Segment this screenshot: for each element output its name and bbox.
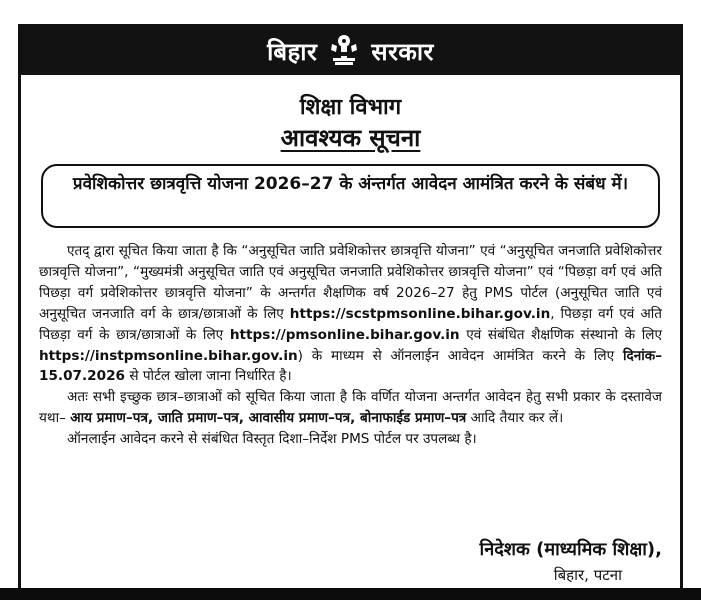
notice-title: आवश्यक सूचना (280, 124, 421, 152)
subject-box (41, 164, 660, 228)
url-pms-link[interactable]: https://pmsonline.bihar.gov.in (229, 326, 460, 343)
body-p1-text-5: से पोर्टल खोला जाना निर्धारित है। (125, 368, 292, 385)
body-paragraph-1 (39, 241, 662, 387)
body-p1-text-2: , पिछड़ा वर्ग एवं अति पिछड़ा वर्ग के छात्र/छात्राओं के लिए (39, 305, 662, 343)
body-p1-text-4: ) के माध्यम से ऑनलाईन आवेदन आमंत्रित करने के लिए (297, 347, 623, 364)
bottom-edge-bar (0, 588, 701, 600)
notice-document (18, 24, 683, 592)
body-p2-text-1: अतः सभी इच्छुक छात्र–छात्राओं को सूचित किया जाता है कि वर्णित योजना अन्तर्गत आवेदन हेतु सभी प्रकार के दस्तावेज यथा– (39, 389, 662, 427)
subject-text: प्रवेशिकोत्तर छात्रवृत्ति योजना 2026–27 के अंन्तर्गत आवेदन आमंत्रित करने के संबंध में। (72, 174, 629, 194)
body-paragraph-3: ऑनलाईन आवेदन करने से संबंधित विस्तृत दिशा–निर्देश PMS पोर्टल पर उपलब्ध है। (67, 431, 477, 448)
body-p2-text-2: आदि तैयार कर लें। (466, 410, 564, 427)
url-scstpms-link[interactable]: https://scstpmsonline.bihar.gov.in (289, 305, 551, 322)
signatory-place: बिहार, पटना (553, 566, 622, 584)
body-paragraph-2 (39, 387, 662, 429)
signatory-title: निदेशक (माध्यमिक शिक्षा), (479, 539, 662, 560)
required-documents: आय प्रमाण–पत्र, जाति प्रमाण–पत्र, आवासीय प्रमाण–पत्र, बोनाफाईड प्रमाण–पत्र (70, 410, 467, 427)
portal-open-date: दिनांक–15.07.2026 (39, 347, 662, 385)
body-p1-text-1: एतद् द्वारा सूचित किया जाता है कि “अनुसूचित जाति प्रवेशिकोत्तर छात्रवृत्ति योजना” एवं “अनुसूचित जनजाति प्रवेशिकोत्तर छात्रवृत्ति योजना”, “मुख्यमंत्री अनुसूचित जाति एवं अनुसूचित जनजाति प्रवेशिकोत्तर छात्रवृत्ति योजना” एवं “पिछड़ा वर्ग एवं अति पिछड़ा वर्ग प्रवेशिकोत्तर छात्रवृत्ति योजना” के अन्तर्गत शैक्षणिक वर्ष 2026–27 हेतु PMS पोर्टल (अनुसूचित जाति एवं अनुसूचित जनजाति वर्ग के छात्र/छात्राओं के लिए (39, 243, 662, 322)
url-instpms-link[interactable]: https://instpmsonline.bihar.gov.in (39, 347, 298, 364)
signature-block (480, 537, 662, 587)
header-word-left: बिहार (267, 37, 318, 66)
government-header-bar (21, 27, 680, 75)
department-name: शिक्षा विभाग (299, 95, 402, 120)
body-p1-text-3: एवं संबंधित शैक्षणिक संस्थानो के लिए (459, 326, 662, 343)
bihar-emblem-icon (327, 32, 361, 70)
notice-body (39, 241, 662, 450)
header-word-right: सरकार (371, 37, 434, 66)
